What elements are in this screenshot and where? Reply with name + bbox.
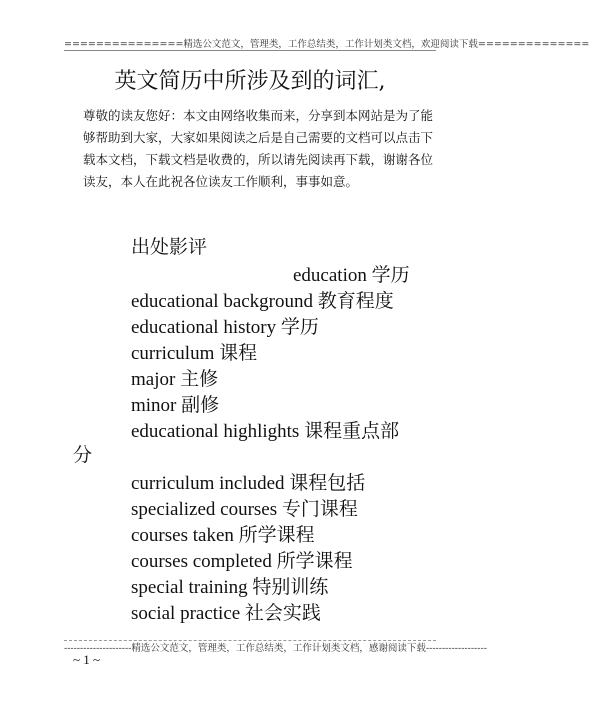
- term-line: educational highlights 课程重点部: [131, 421, 400, 442]
- term-line: curriculum 课程: [131, 343, 258, 364]
- header-rule: [64, 50, 436, 51]
- term-line: courses completed 所学课程: [131, 551, 353, 572]
- term-line: education 学历: [293, 265, 410, 286]
- term-line: educational background 教育程度: [131, 291, 394, 312]
- page-number: ~ 1 ~: [73, 652, 101, 667]
- term-line: major 主修: [131, 369, 219, 390]
- term-line: specialized courses 专门课程: [131, 499, 358, 520]
- term-line-continuation: 分: [73, 445, 93, 466]
- page-footer: ---------------------精选公文范文，管理类，工作总结类，工作计划类文档，感谢阅读下载-------------------: [64, 643, 487, 654]
- section-heading: 出处影评: [131, 237, 208, 258]
- intro-paragraph: 尊敬的读友您好：本文由网络收集而来，分享到本网站是为了能够帮助到大家，大家如果阅读之后是自己需要的文档可以点击下载本文档，下载文档是收费的，所以请先阅读再下载，谢谢各位读友，本人在此祝各位读友工作顺利，事事如意。: [83, 108, 434, 189]
- term-line: educational history 学历: [131, 317, 319, 338]
- term-line: curriculum included 课程包括: [131, 473, 366, 494]
- page-header: ===============精选公文范文，管理类，工作总结类，工作计划类文档，欢迎阅读下载==============: [64, 39, 589, 50]
- term-line: courses taken 所学课程: [131, 525, 315, 546]
- document-title: 英文简历中所涉及到的词汇,: [114, 69, 386, 94]
- term-line: minor 副修: [131, 395, 220, 416]
- term-line: social practice 社会实践: [131, 603, 321, 624]
- term-line: special training 特别训练: [131, 577, 329, 598]
